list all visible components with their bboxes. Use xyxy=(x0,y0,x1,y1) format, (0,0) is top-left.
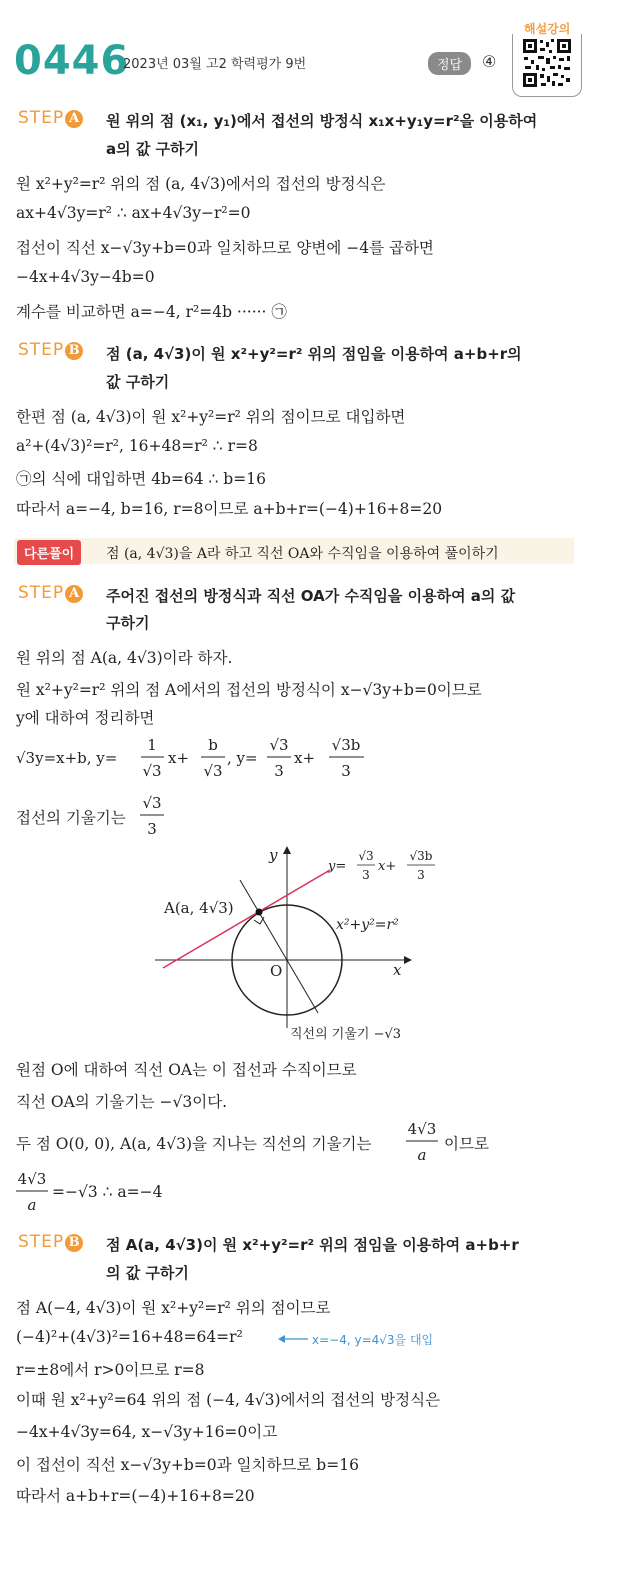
eq-text: x+ xyxy=(294,749,316,767)
line-slope-label: 직선의 기울기 −√3 xyxy=(290,1027,402,1042)
frac-num: 4√3 xyxy=(17,1170,47,1188)
eq-text: x+ xyxy=(168,749,190,767)
frac-num: √3 xyxy=(142,794,162,812)
step-title: 구하기 xyxy=(106,614,150,632)
two-points-text: 두 점 O(0, 0), A(a, 4√3)을 지나는 직선의 기울기는 xyxy=(16,1135,372,1153)
substitution-note: x=−4, y=4√3을 대입 xyxy=(312,1333,434,1347)
step-title: 점 (a, 4√3)이 원 x²+y²=r² 위의 점임을 이용하여 a+b+r의 xyxy=(106,345,522,363)
step-badge: B xyxy=(65,342,83,360)
tangent-eq-den: 3 xyxy=(417,868,425,882)
slope-fraction xyxy=(136,790,176,840)
qr-label: 해설강의 xyxy=(524,22,571,36)
step-badge: B xyxy=(65,1234,83,1252)
solution-line: 직선 OA의 기울기는 −√3이다. xyxy=(16,1093,228,1111)
step-label: STEP xyxy=(18,108,65,128)
two-points-tail: 이므로 xyxy=(444,1135,489,1153)
point-a xyxy=(256,909,263,916)
step-a-heading xyxy=(18,583,83,603)
step-b-heading xyxy=(18,1232,83,1252)
answer-value: ④ xyxy=(482,52,497,71)
frac-num: 4√3 xyxy=(407,1120,437,1138)
eq-text: , y= xyxy=(227,749,258,767)
step-title: a의 값 구하기 xyxy=(106,140,200,158)
eq-num: 1 xyxy=(147,736,157,754)
eq-text: √3y=x+b, y= xyxy=(16,749,118,767)
solution-line: 이 접선이 직선 x−√3y+b=0과 일치하므로 b=16 xyxy=(16,1456,359,1474)
tangent-eq-text: y= xyxy=(328,859,347,874)
slope-text: 접선의 기울기는 xyxy=(16,809,126,827)
frac-den: 3 xyxy=(147,820,157,838)
step-label: STEP xyxy=(18,340,65,360)
solution-line: 따라서 a+b+r=(−4)+16+8=20 xyxy=(16,1487,255,1505)
x-axis-arrow xyxy=(404,956,412,964)
eq-den: 3 xyxy=(274,762,284,780)
solution-line: −4x+4√3y−4b=0 xyxy=(16,268,155,286)
step-title: 주어진 접선의 방정식과 직선 OA가 수직임을 이용하여 a의 값 xyxy=(106,587,516,605)
solution-line: 점 A(−4, 4√3)이 원 x²+y²=r² 위의 점이므로 xyxy=(16,1299,331,1317)
answer-label: 정답 xyxy=(428,52,471,75)
two-points-fraction xyxy=(402,1116,442,1166)
step-b-heading xyxy=(18,340,83,360)
problem-source: 2023년 03월 고2 학력평가 9번 xyxy=(123,57,307,72)
solution-line: 원 위의 점 A(a, 4√3)이라 하자. xyxy=(16,649,233,667)
origin-label: O xyxy=(270,962,283,980)
step-title: 원 위의 점 (x₁, y₁)에서 접선의 방정식 x₁x+y₁y=r²을 이용하여 xyxy=(106,112,538,130)
left-arrow-icon xyxy=(278,1333,310,1345)
eq-num: √3 xyxy=(269,736,289,754)
solution-line: −4x+4√3y=64, x−√3y+16=0이고 xyxy=(16,1423,278,1441)
step-title: 점 A(a, 4√3)이 원 x²+y²=r² 위의 점임을 이용하여 a+b+r xyxy=(106,1236,519,1254)
solution-line: r=±8에서 r>0이므로 r=8 xyxy=(16,1361,205,1379)
solution-line: 원 x²+y²=r² 위의 점 A에서의 접선의 방정식이 x−√3y+b=0이므로 xyxy=(16,681,482,699)
step-a-heading xyxy=(18,108,83,128)
frac-den: a xyxy=(417,1146,427,1164)
step-title: 의 값 구하기 xyxy=(106,1264,189,1282)
tangent-eq-num: √3 xyxy=(358,849,374,863)
solution-line: 계수를 비교하면 a=−4, r²=4b ······ ㉠ xyxy=(16,303,287,321)
solution-line: 이때 원 x²+y²=64 위의 점 (−4, 4√3)에서의 접선의 방정식은 xyxy=(16,1391,441,1409)
tangent-line xyxy=(163,870,330,968)
solution-line: 따라서 a=−4, b=16, r=8이므로 a+b+r=(−4)+16+8=20 xyxy=(16,500,443,518)
solution-line: y에 대하여 정리하면 xyxy=(16,709,155,727)
solution-line: ㉠의 식에 대입하면 4b=64 ∴ b=16 xyxy=(16,470,266,488)
y-axis-label: y xyxy=(269,846,278,864)
step-badge: A xyxy=(65,585,83,603)
eq-num: b xyxy=(208,736,218,754)
solution-line: (−4)²+(4√3)²=16+48=64=r² xyxy=(16,1328,243,1346)
eq-den: 3 xyxy=(341,762,351,780)
solution-line: 원 x²+y²=r² 위의 점 (a, 4√3)에서의 접선의 방정식은 xyxy=(16,175,386,193)
eq-num: √3b xyxy=(331,736,361,754)
solution-line: 원점 O에 대하여 직선 OA는 이 접선과 수직이므로 xyxy=(16,1061,357,1079)
step-label: STEP xyxy=(18,583,65,603)
eq-den: √3 xyxy=(142,762,162,780)
step-badge: A xyxy=(65,110,83,128)
frac-den: a xyxy=(27,1196,37,1214)
alt-solution-text: 점 (a, 4√3)을 A라 하고 직선 OA와 수직임을 이용하여 풀이하기 xyxy=(106,546,499,562)
solution-line: ax+4√3y=r² ∴ ax+4√3y−r²=0 xyxy=(16,204,251,222)
circle-tangent-diagram xyxy=(150,838,450,1050)
result-fraction xyxy=(12,1166,52,1216)
point-a-label: A(a, 4√3) xyxy=(164,899,234,917)
step-label: STEP xyxy=(18,1232,65,1252)
step-title: 값 구하기 xyxy=(106,373,170,391)
qr-code-icon[interactable] xyxy=(522,38,572,88)
result-tail: =−√3 ∴ a=−4 xyxy=(52,1183,163,1201)
eq-den: √3 xyxy=(203,762,223,780)
solution-line: 접선이 직선 x−√3y+b=0과 일치하므로 양변에 −4를 곱하면 xyxy=(16,239,434,257)
tangent-eq-text: x+ xyxy=(378,859,397,874)
x-axis-label: x xyxy=(393,961,402,979)
tangent-eq-den: 3 xyxy=(362,868,370,882)
y-axis-arrow xyxy=(283,846,291,854)
fraction-equation xyxy=(14,732,434,784)
problem-number: 0446 xyxy=(14,38,130,84)
alt-solution-label: 다른풀이 xyxy=(17,540,81,565)
solution-line: a²+(4√3)²=r², 16+48=r² ∴ r=8 xyxy=(16,437,258,455)
tangent-eq-num: √3b xyxy=(409,849,433,863)
solution-line: 한편 점 (a, 4√3)이 원 x²+y²=r² 위의 점이므로 대입하면 xyxy=(16,408,406,426)
circle-label: x²+y²=r² xyxy=(336,917,399,933)
